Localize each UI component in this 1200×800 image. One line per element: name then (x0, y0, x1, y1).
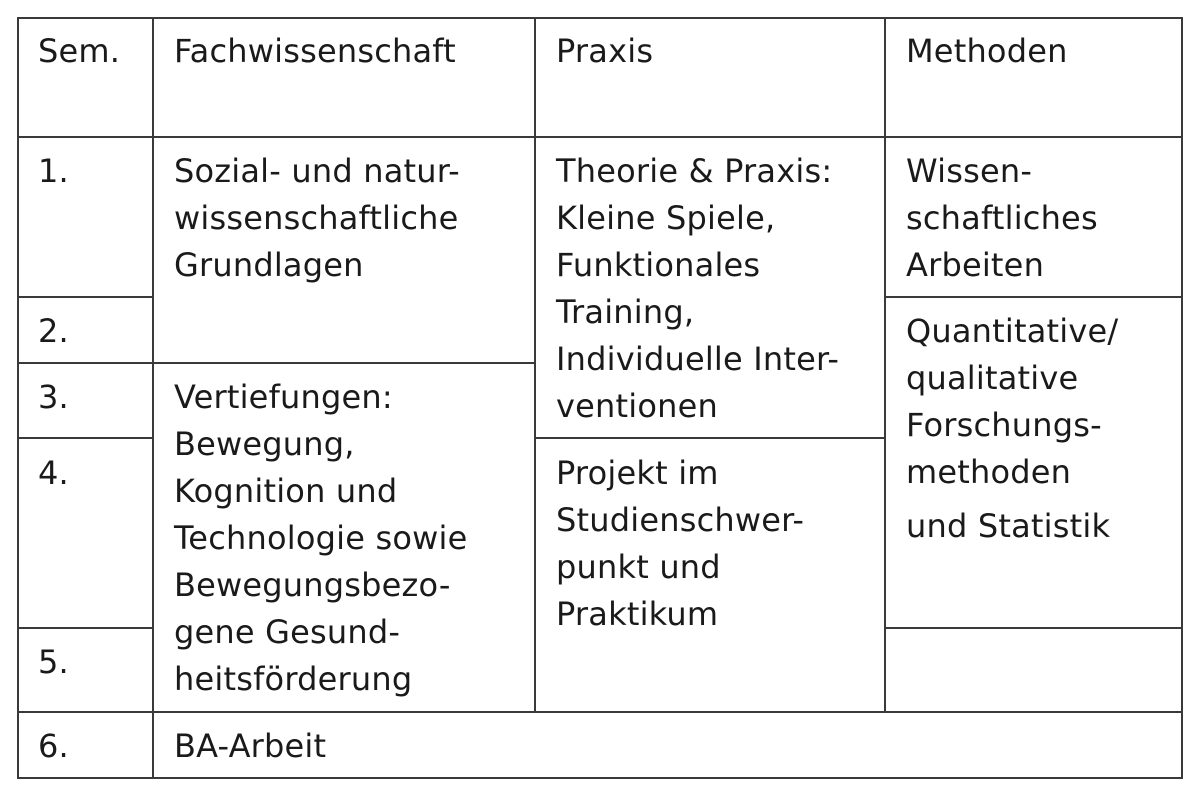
header-praxis: Praxis (556, 32, 654, 70)
fach-line: Bewegungsbezo- (174, 566, 451, 604)
praxis-line: Projekt im (556, 454, 719, 492)
praxis-line: Kleine Spiele, (556, 199, 776, 237)
praxis-line: punkt und (556, 548, 721, 586)
fach-line: Technologie sowie (174, 519, 468, 557)
praxis-line: Individuelle Inter- (556, 340, 840, 378)
methoden-line: und Statistik (906, 507, 1111, 545)
fach-line: Grundlagen (174, 246, 364, 284)
fach-line: Vertiefungen: (174, 378, 393, 416)
semester-5: 5. (38, 643, 69, 681)
semester-3: 3. (38, 378, 69, 416)
praxis-line: Training, (556, 293, 695, 331)
fach-line: Bewegung, (174, 425, 355, 463)
semester-2: 2. (38, 312, 69, 350)
fach-line: Kognition und (174, 472, 398, 510)
praxis-line: Funktionales (556, 246, 761, 284)
semester-6: 6. (38, 727, 69, 765)
fach-line: Sozial- und natur- (174, 152, 460, 190)
header-methoden: Methoden (906, 32, 1068, 70)
methoden-line: Forschungs- (906, 406, 1102, 444)
fach-line: wissenschaftliche (174, 199, 459, 237)
semester-4: 4. (38, 454, 69, 492)
methoden-line: qualitative (906, 359, 1079, 397)
header-fachwissenschaft: Fachwissenschaft (174, 32, 456, 70)
ba-arbeit-cell: BA-Arbeit (174, 727, 327, 765)
header-sem: Sem. (38, 32, 121, 70)
methoden-line: Quantitative/ (906, 312, 1119, 350)
methoden-line: schaftliches (906, 199, 1098, 237)
methoden-line: Arbeiten (906, 246, 1045, 284)
fach-line: heitsförderung (174, 660, 413, 698)
praxis-line: Studienschwer- (556, 501, 805, 539)
praxis-line: Praktikum (556, 595, 719, 633)
fach-line: gene Gesund- (174, 613, 401, 651)
semester-1: 1. (38, 152, 69, 190)
methoden-line: Wissen- (906, 152, 1033, 190)
praxis-line: Theorie & Praxis: (556, 152, 833, 190)
praxis-line: ventionen (556, 387, 718, 425)
methoden-line: methoden (906, 453, 1072, 491)
